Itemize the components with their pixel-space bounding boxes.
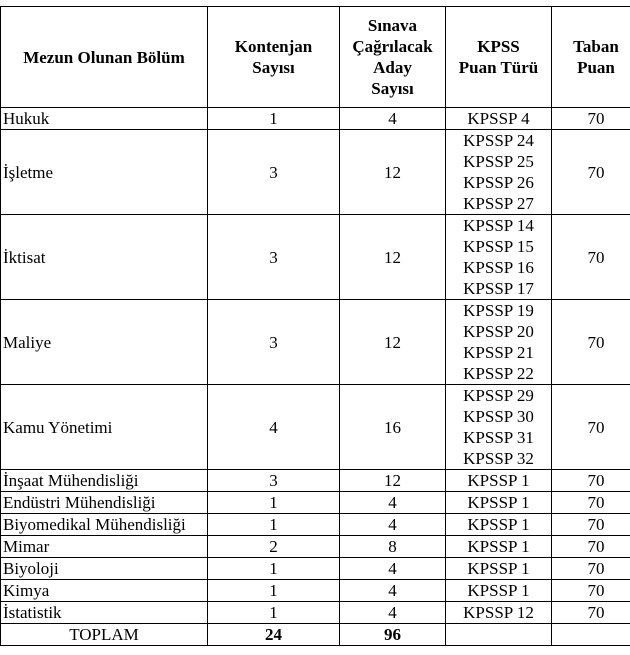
taban-cell: 70 — [552, 536, 630, 558]
bolum-cell: Maliye — [1, 300, 208, 385]
aday-cell: 4 — [340, 580, 446, 602]
bolum-cell: Hukuk — [1, 108, 208, 130]
aday-cell: 12 — [340, 470, 446, 492]
header-bolum: Mezun Olunan Bölüm — [1, 7, 208, 108]
table-row — [1, 602, 630, 624]
bolum-cell: İşletme — [1, 130, 208, 215]
aday-cell: 4 — [340, 602, 446, 624]
taban-cell: 70 — [552, 580, 630, 602]
aday-cell: 4 — [340, 514, 446, 536]
total-kontenjan: 24 — [208, 624, 340, 646]
total-label: TOPLAM — [1, 624, 208, 646]
bolum-cell: Biyomedikal Mühendisliği — [1, 514, 208, 536]
bolum-cell: Kimya — [1, 580, 208, 602]
table-row — [1, 536, 630, 558]
bolum-cell: İstatistik — [1, 602, 208, 624]
kpss-cell: KPSSP 12 — [446, 602, 552, 624]
bolum-cell: İnşaat Mühendisliği — [1, 470, 208, 492]
kpss-cell: KPSSP 1 — [446, 536, 552, 558]
header-aday: Sınava Çağrılacak Aday Sayısı — [340, 7, 446, 108]
table-row — [1, 580, 630, 602]
kpss-cell: KPSSP 4 — [446, 108, 552, 130]
kontenjan-cell: 4 — [208, 385, 340, 470]
table-row — [1, 492, 630, 514]
kontenjan-cell: 1 — [208, 492, 340, 514]
header-row — [1, 7, 630, 108]
header-kpss: KPSS Puan Türü — [446, 7, 552, 108]
taban-cell: 70 — [552, 108, 630, 130]
kontenjan-cell: 3 — [208, 130, 340, 215]
kpss-cell: KPSSP 24 KPSSP 25 KPSSP 26 KPSSP 27 — [446, 130, 552, 215]
table-row — [1, 215, 630, 300]
kontenjan-cell: 2 — [208, 536, 340, 558]
taban-cell: 70 — [552, 130, 630, 215]
taban-cell: 70 — [552, 215, 630, 300]
aday-cell: 12 — [340, 300, 446, 385]
taban-cell: 70 — [552, 385, 630, 470]
kontenjan-cell: 1 — [208, 108, 340, 130]
kontenjan-cell: 1 — [208, 514, 340, 536]
taban-cell: 70 — [552, 558, 630, 580]
bolum-cell: İktisat — [1, 215, 208, 300]
kontenjan-cell: 3 — [208, 470, 340, 492]
kpss-cell: KPSSP 1 — [446, 492, 552, 514]
kpss-cell: KPSSP 1 — [446, 580, 552, 602]
kontenjan-cell: 1 — [208, 558, 340, 580]
header-taban: Taban Puan — [552, 7, 630, 108]
total-kpss-empty — [446, 624, 552, 646]
taban-cell: 70 — [552, 602, 630, 624]
aday-cell: 4 — [340, 492, 446, 514]
aday-cell: 8 — [340, 536, 446, 558]
bolum-cell: Endüstri Mühendisliği — [1, 492, 208, 514]
bolum-cell: Biyoloji — [1, 558, 208, 580]
kontenjan-cell: 1 — [208, 580, 340, 602]
table-row — [1, 108, 630, 130]
aday-cell: 12 — [340, 215, 446, 300]
kontenjan-cell: 3 — [208, 300, 340, 385]
table-row — [1, 558, 630, 580]
kpss-cell: KPSSP 1 — [446, 470, 552, 492]
bolum-cell: Kamu Yönetimi — [1, 385, 208, 470]
total-aday: 96 — [340, 624, 446, 646]
total-taban-empty — [552, 624, 630, 646]
kontenjan-cell: 1 — [208, 602, 340, 624]
total-row — [1, 624, 630, 646]
kpss-cell: KPSSP 19 KPSSP 20 KPSSP 21 KPSSP 22 — [446, 300, 552, 385]
table-row — [1, 514, 630, 536]
kpss-cell: KPSSP 1 — [446, 558, 552, 580]
aday-cell: 16 — [340, 385, 446, 470]
table-row — [1, 130, 630, 215]
aday-cell: 4 — [340, 558, 446, 580]
aday-cell: 12 — [340, 130, 446, 215]
taban-cell: 70 — [552, 514, 630, 536]
table-row — [1, 470, 630, 492]
table-row — [1, 385, 630, 470]
kontenjan-cell: 3 — [208, 215, 340, 300]
table-row — [1, 300, 630, 385]
kpss-cell: KPSSP 1 — [446, 514, 552, 536]
taban-cell: 70 — [552, 470, 630, 492]
kontenjan-table — [0, 6, 630, 646]
bolum-cell: Mimar — [1, 536, 208, 558]
taban-cell: 70 — [552, 300, 630, 385]
kpss-cell: KPSSP 14 KPSSP 15 KPSSP 16 KPSSP 17 — [446, 215, 552, 300]
kpss-cell: KPSSP 29 KPSSP 30 KPSSP 31 KPSSP 32 — [446, 385, 552, 470]
header-kontenjan: Kontenjan Sayısı — [208, 7, 340, 108]
taban-cell: 70 — [552, 492, 630, 514]
aday-cell: 4 — [340, 108, 446, 130]
